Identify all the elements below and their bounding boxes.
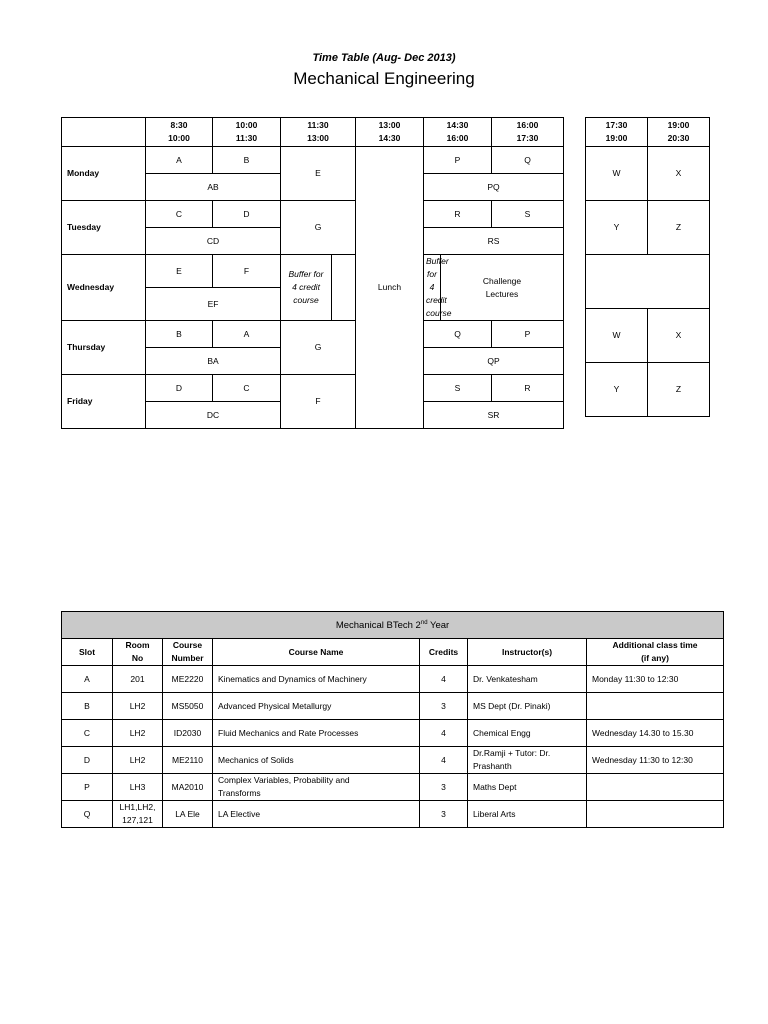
cell-room: LH2 — [113, 747, 163, 774]
cell-course-number: ID2030 — [163, 720, 213, 747]
buffer-cell-afternoon: Buffer for 4 credit course — [424, 255, 441, 321]
cell-slot: A — [62, 666, 113, 693]
cell-room: 201 — [113, 666, 163, 693]
cell-slot: D — [62, 747, 113, 774]
table-row — [62, 693, 724, 720]
cell-course-name: Mechanics of Solids — [213, 747, 420, 774]
slot-cell: E — [281, 147, 356, 201]
time-slot-3: 11:30 13:00 — [281, 118, 356, 147]
slot-cell: SR — [424, 402, 564, 429]
page-title: Mechanical Engineering — [293, 69, 475, 88]
course-table-caption: Mechanical BTech 2nd Year — [62, 612, 724, 639]
time-slot-8: 19:00 20:30 — [648, 118, 710, 147]
slot-cell: EF — [146, 288, 281, 321]
slot-cell: E — [146, 255, 213, 288]
slot-cell: C — [146, 201, 213, 228]
slot-cell: S — [424, 375, 492, 402]
table-row — [62, 720, 724, 747]
cell-course-name: Complex Variables, Probability and Transforms — [213, 774, 420, 801]
table-row — [62, 747, 724, 774]
slot-cell: C — [213, 375, 281, 402]
cell-instructor: Maths Dept — [468, 774, 587, 801]
cell-instructor: Dr.Ramji + Tutor: Dr. Prashanth — [468, 747, 587, 774]
slot-cell: G — [281, 201, 356, 255]
cell-room: LH2 — [113, 720, 163, 747]
day-friday: Friday — [62, 375, 146, 429]
slot-cell: AB — [146, 174, 281, 201]
cell-slot: B — [62, 693, 113, 720]
cell-slot: P — [62, 774, 113, 801]
slot-cell: D — [213, 201, 281, 228]
cell-credits: 4 — [420, 666, 468, 693]
slot-cell: S — [492, 201, 564, 228]
cell-instructor: Liberal Arts — [468, 801, 587, 828]
cell-additional — [587, 693, 724, 720]
time-slot-7: 17:30 19:00 — [586, 118, 648, 147]
slot-cell: Z — [648, 363, 710, 417]
slot-cell: B — [213, 147, 281, 174]
slot-cell: PQ — [424, 174, 564, 201]
slot-cell: QP — [424, 348, 564, 375]
cell-additional: Monday 11:30 to 12:30 — [587, 666, 724, 693]
cell-slot: Q — [62, 801, 113, 828]
timetable-main — [61, 117, 564, 429]
cell-credits: 4 — [420, 720, 468, 747]
cell-instructor: Chemical Engg — [468, 720, 587, 747]
timetable-evening — [585, 117, 710, 417]
slot-cell: W — [586, 309, 648, 363]
slot-cell: DC — [146, 402, 281, 429]
col-credits: Credits — [420, 639, 468, 666]
slot-cell: F — [213, 255, 281, 288]
slot-cell: A — [146, 147, 213, 174]
slot-cell: A — [213, 321, 281, 348]
col-slot: Slot — [62, 639, 113, 666]
slot-cell: W — [586, 147, 648, 201]
buffer-cell: Buffer for 4 credit course — [281, 255, 332, 321]
day-wednesday: Wednesday — [62, 255, 146, 321]
cell-credits: 4 — [420, 747, 468, 774]
cell-course-name: Kinematics and Dynamics of Machinery — [213, 666, 420, 693]
course-rows — [62, 666, 724, 828]
slot-cell: B — [146, 321, 213, 348]
slot-cell: Q — [492, 147, 564, 174]
time-slot-2: 10:00 11:30 — [213, 118, 281, 147]
cell-additional: Wednesday 14.30 to 15.30 — [587, 720, 724, 747]
slot-cell: BA — [146, 348, 281, 375]
time-slot-6: 16:00 17:30 — [492, 118, 564, 147]
slot-cell: Y — [586, 363, 648, 417]
cell-course-number: MS5050 — [163, 693, 213, 720]
day-thursday: Thursday — [62, 321, 146, 375]
slot-cell: D — [146, 375, 213, 402]
slot-cell: R — [492, 375, 564, 402]
time-slot-4: 13:00 14:30 — [356, 118, 424, 147]
table-row — [62, 801, 724, 828]
cell-course-number: MA2010 — [163, 774, 213, 801]
cell-course-name: LA Elective — [213, 801, 420, 828]
cell-credits: 3 — [420, 801, 468, 828]
slot-cell: X — [648, 309, 710, 363]
slot-cell: P — [492, 321, 564, 348]
cell-credits: 3 — [420, 774, 468, 801]
cell-course-name: Fluid Mechanics and Rate Processes — [213, 720, 420, 747]
cell-instructor: MS Dept (Dr. Pinaki) — [468, 693, 587, 720]
slot-cell: F — [281, 375, 356, 429]
col-room: Room No — [113, 639, 163, 666]
corner-cell — [62, 118, 146, 147]
cell-course-number: ME2110 — [163, 747, 213, 774]
day-monday: Monday — [62, 147, 146, 201]
time-header-row — [62, 118, 564, 147]
cell-course-number: LA Ele — [163, 801, 213, 828]
cell-room: LH3 — [113, 774, 163, 801]
challenge-lectures-cell: Challenge Lectures — [441, 255, 564, 321]
slot-cell: R — [424, 201, 492, 228]
slot-cell: P — [424, 147, 492, 174]
course-table-header — [62, 639, 724, 666]
table-row — [62, 666, 724, 693]
cell-credits: 3 — [420, 693, 468, 720]
cell-additional — [587, 801, 724, 828]
lunch-cell: Lunch — [356, 147, 424, 429]
cell-course-name: Advanced Physical Metallurgy — [213, 693, 420, 720]
slot-cell: Y — [586, 201, 648, 255]
col-additional: Additional class time (if any) — [587, 639, 724, 666]
page-subtitle: Time Table (Aug- Dec 2013) — [312, 52, 456, 64]
slot-cell: Q — [424, 321, 492, 348]
slot-cell: G — [281, 321, 356, 375]
slot-cell: CD — [146, 228, 281, 255]
slot-cell: Z — [648, 201, 710, 255]
col-instructor: Instructor(s) — [468, 639, 587, 666]
col-course-name: Course Name — [213, 639, 420, 666]
empty-cell — [586, 255, 710, 309]
table-row — [62, 774, 724, 801]
time-slot-5: 14:30 16:00 — [424, 118, 492, 147]
cell-instructor: Dr. Venkatesham — [468, 666, 587, 693]
cell-additional — [587, 774, 724, 801]
slot-cell: RS — [424, 228, 564, 255]
course-table — [61, 611, 724, 828]
cell-room: LH1,LH2, 127,121 — [113, 801, 163, 828]
cell-course-number: ME2220 — [163, 666, 213, 693]
empty-cell — [332, 255, 356, 321]
col-course-number: Course Number — [163, 639, 213, 666]
cell-additional: Wednesday 11:30 to 12:30 — [587, 747, 724, 774]
cell-room: LH2 — [113, 693, 163, 720]
day-tuesday: Tuesday — [62, 201, 146, 255]
slot-cell: X — [648, 147, 710, 201]
cell-slot: C — [62, 720, 113, 747]
time-slot-1: 8:30 10:00 — [146, 118, 213, 147]
